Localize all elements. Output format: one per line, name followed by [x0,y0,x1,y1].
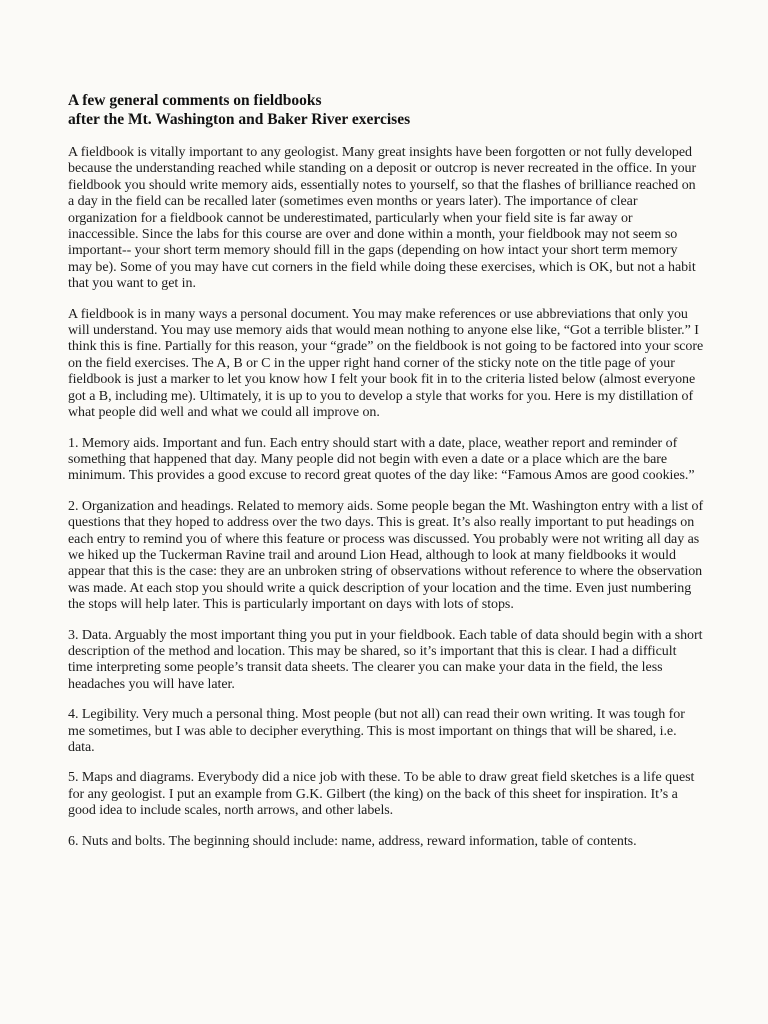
paragraph-fieldbook-importance: A fieldbook is vitally important to any geologist. Many great insights have been forgotten or not fully developed because the understanding reached while standing on a deposit or outcrop is never recreated in the office. In your fieldbook you should write memory aids, essentially notes to yourself, so that the flashes of brilliance reached on a day in the field can be recalled later (sometimes even months or years later). The importance of clear organization for a fieldbook cannot be underestimated, particularly when your field site is far away or inaccessible. Since the labs for this course are over and done within a month, your fieldbook may not seem so important-- your short term memory should fill in the gaps (depending on how intact your short term memory may be). Some of you may have cut corners in the field while doing these exercises, which is OK, but not a habit that you want to get in. [68,145,697,292]
item-data: 3. Data. Arguably the most important thing you put in your fieldbook. Each table of data should begin with a short description of the method and location. This may be shared, so it’s important that this is clear. I had a difficult time interpreting some people’s transit data sheets. The clearer you can make your data in the field, the less headaches you will have later. [68,627,703,692]
item-memory-aids: 1. Memory aids. Important and fun. Each entry should start with a date, place, weather report and reminder of something that happened that day. Many people did not begin with even a date or a place which are the bare minimum. This provides a good excuse to record great quotes of the day like: “Famous Amos are good cookies.” [68,435,695,484]
paragraph-personal-document: A fieldbook is in many ways a personal document. You may make references or use abbreviations that only you will understand. You may use memory aids that would mean nothing to anyone else like, “Got a terrible blister.” I think this is fine. Partially for this reason, your “grade” on the fieldbook is not going to be factored into your score on the field exercises. The A, B or C in the upper right hand corner of the sticky note on the title page of your fieldbook is just a marker to let you know how I felt your book fit in to the criteria listed below (almost everyone got a B, including me). Ultimately, it is up to you to develop a style that works for you. Here is my distillation of what people did well and what we could all improve on. [68,306,704,421]
title-line-1: A few general comments on fieldbooks [68,92,322,109]
item-legibility: 4. Legibility. Very much a personal thing. Most people (but not all) can read their own writing. It was tough for me sometimes, but I was able to decipher everything. This is most important on things that will be shared, i.e. data. [68,707,685,755]
item-nuts-bolts: 6. Nuts and bolts. The beginning should include: name, address, reward information, table of contents. [68,833,637,849]
document-title [68,91,704,129]
title-line-2: after the Mt. Washington and Baker River exercises [68,111,411,128]
item-organization-headings: 2. Organization and headings. Related to memory aids. Some people began the Mt. Washington entry with a list of questions that they hoped to address over the two days. This is great. It’s also really important to put headings on each entry to remind you of where this feature or process was discussed. You probably were not writing all day as we hiked up the Tuckerman Ravine trail and around Lion Head, although to look at many fieldbooks it would appear that this is the case: they are an unbroken string of observations without reference to where the observation was made. At each stop you should write a quick description of your location and the time. Even just numbering the stops will help later. This is particularly important on days with lots of stops. [68,498,704,613]
item-maps-diagrams: 5. Maps and diagrams. Everybody did a nice job with these. To be able to draw great field sketches is a life quest for any geologist. I put an example from G.K. Gilbert (the king) on the back of this sheet for inspiration. It’s a good idea to include scales, north arrows, and other labels. [68,770,695,819]
